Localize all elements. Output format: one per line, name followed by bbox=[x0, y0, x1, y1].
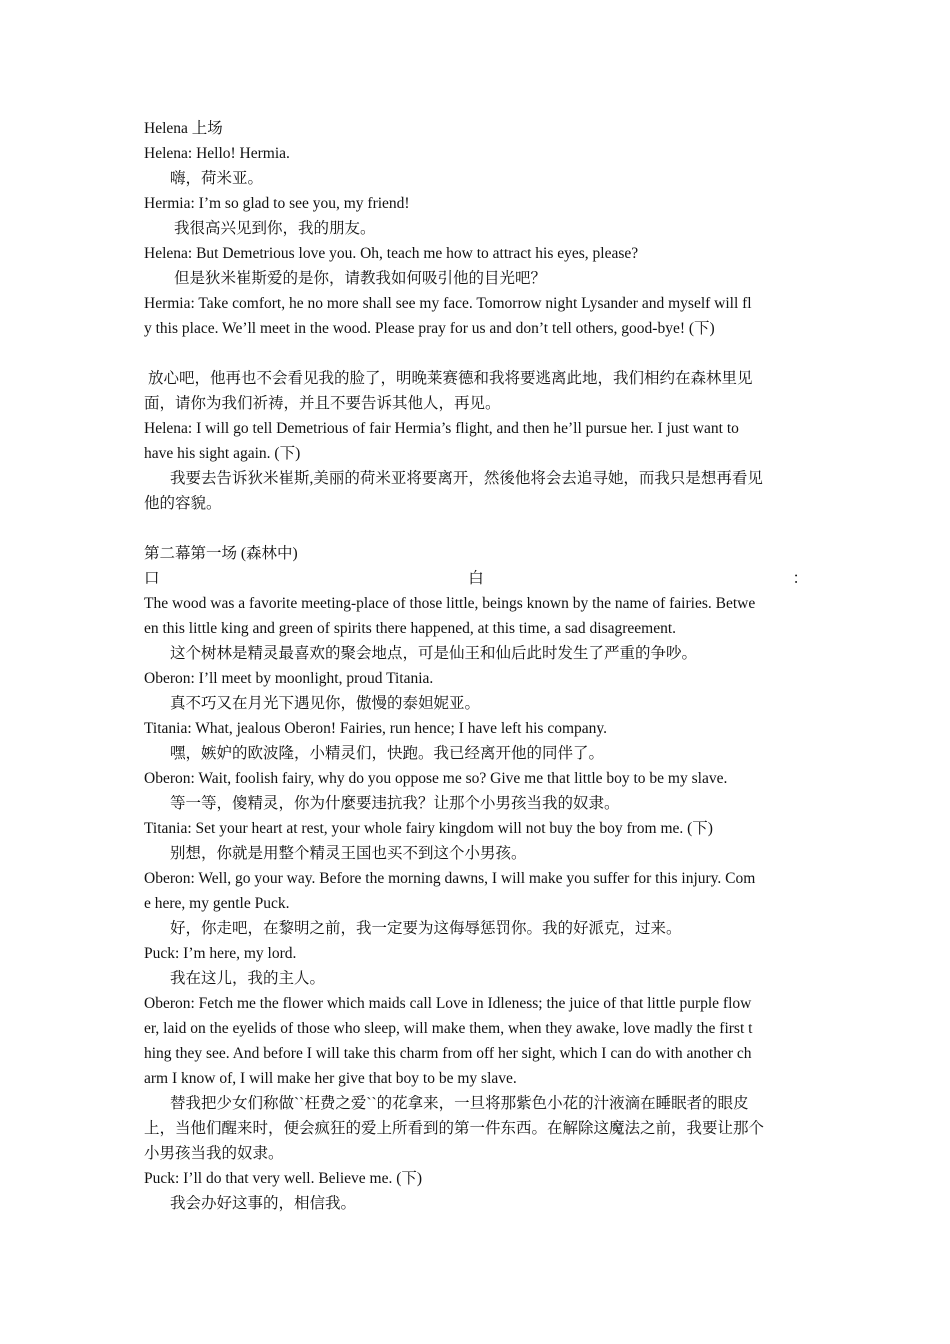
text-line: er, laid on the eyelids of those who sleep, will make them, when they awake, love madly the first t bbox=[144, 1020, 753, 1037]
chinese-translation-line: 嗨，荷米亚。 bbox=[170, 170, 264, 187]
blank-line bbox=[144, 516, 808, 541]
text-line: Helena: Hello! Hermia. bbox=[144, 145, 290, 162]
text-line: Titania: Set your heart at rest, your whole fairy kingdom will not buy the boy from me. (下) bbox=[144, 820, 713, 837]
text-line: Helena: But Demetrious love you. Oh, teach me how to attract his eyes, please? bbox=[144, 245, 639, 262]
text-line: 上，当他们醒来时，便会疯狂的爱上所看到的第一件东西。在解除这魔法之前，我要让那个 bbox=[144, 1120, 765, 1137]
text-line: y this place. We’ll meet in the wood. Please pray for us and don’t tell others, good-bye! (下) bbox=[144, 320, 715, 337]
chinese-translation-line: 我很高兴见到你，我的朋友。 bbox=[174, 220, 376, 237]
text-line: Oberon: Wait, foolish fairy, why do you oppose me so? Give me that little boy to be my slave. bbox=[144, 770, 728, 787]
chinese-translation-line: 真不巧又在月光下遇见你，傲慢的泰妲妮亚。 bbox=[170, 695, 481, 712]
chinese-translation-line: 放心吧，他再也不会看见我的脸了，明晚莱赛德和我将要逃离此地，我们相约在森林里见 bbox=[148, 370, 753, 387]
justified-heading-line bbox=[144, 566, 808, 591]
text-line: 面，请你为我们祈祷，并且不要告诉其他人，再见。 bbox=[144, 395, 501, 412]
text-line: Titania: What, jealous Oberon! Fairies, run hence; I have left his company. bbox=[144, 720, 608, 737]
text-line: Helena 上场 bbox=[144, 120, 223, 137]
text-line: 第二幕第一场 (森林中) bbox=[144, 545, 298, 562]
text-line: Oberon: Fetch me the flower which maids call Love in Idleness; the juice of that little purple flow bbox=[144, 995, 752, 1012]
text-line: 他的容貌。 bbox=[144, 495, 222, 512]
chinese-translation-line: 我在这儿，我的主人。 bbox=[170, 970, 326, 987]
text-line: hing they see. And before I will take this charm from off her sight, which I can do with another ch bbox=[144, 1045, 752, 1062]
text-line: Oberon: I’ll meet by moonlight, proud Titania. bbox=[144, 670, 434, 687]
justified-heading-char: 白 bbox=[468, 570, 484, 587]
text-line: Helena: I will go tell Demetrious of fair Hermia’s flight, and then he’ll pursue her. I just want to bbox=[144, 420, 739, 437]
chinese-translation-line: 这个树林是精灵最喜欢的聚会地点，可是仙王和仙后此时发生了严重的争吵。 bbox=[170, 645, 698, 662]
text-line: en this little king and green of spirits there happened, at this time, a sad disagreement. bbox=[144, 620, 677, 637]
text-line: Puck: I’m here, my lord. bbox=[144, 945, 297, 962]
justified-heading-char: ： bbox=[792, 570, 808, 587]
chinese-translation-line: 别想，你就是用整个精灵王国也买不到这个小男孩。 bbox=[170, 845, 527, 862]
text-line: Hermia: Take comfort, he no more shall see my face. Tomorrow night Lysander and myself will fl bbox=[144, 295, 752, 312]
text-line: Oberon: Well, go your way. Before the morning dawns, I will make you suffer for this injury. Com bbox=[144, 870, 756, 887]
text-line: arm I know of, I will make her give that boy to be my slave. bbox=[144, 1070, 517, 1087]
document-page bbox=[144, 116, 808, 1216]
chinese-translation-line: 嘿，嫉妒的欧波隆，小精灵们，快跑。我已经离开他的同伴了。 bbox=[170, 745, 605, 762]
chinese-translation-line: 等一等，傻精灵，你为什麼要违抗我？让那个小男孩当我的奴隶。 bbox=[170, 795, 620, 812]
text-line: e here, my gentle Puck. bbox=[144, 895, 290, 912]
text-line: Hermia: I’m so glad to see you, my friend! bbox=[144, 195, 410, 212]
text-line: Puck: I’ll do that very well. Believe me. (下) bbox=[144, 1170, 423, 1187]
chinese-translation-line: 替我把少女们称做``枉费之爱``的花拿来，一旦将那紫色小花的汁液滴在睡眠者的眼皮 bbox=[170, 1095, 749, 1112]
text-line: The wood was a favorite meeting-place of those little, beings known by the name of fairies. Betwe bbox=[144, 595, 756, 612]
text-line: 小男孩当我的奴隶。 bbox=[144, 1145, 284, 1162]
justified-heading-char: 口 bbox=[144, 570, 160, 587]
chinese-translation-line: 我会办好这事的，相信我。 bbox=[170, 1195, 357, 1212]
chinese-translation-line: 好，你走吧，在黎明之前，我一定要为这侮辱惩罚你。我的好派克，过来。 bbox=[170, 920, 682, 937]
text-line: have his sight again. (下) bbox=[144, 445, 301, 462]
chinese-translation-line: 但是狄米崔斯爱的是你，请教我如何吸引他的目光吧？ bbox=[174, 270, 547, 287]
chinese-translation-line: 我要去告诉狄米崔斯,美丽的荷米亚将要离开，然後他将会去追寻她，而我只是想再看见 bbox=[170, 470, 763, 487]
blank-line bbox=[144, 341, 808, 366]
